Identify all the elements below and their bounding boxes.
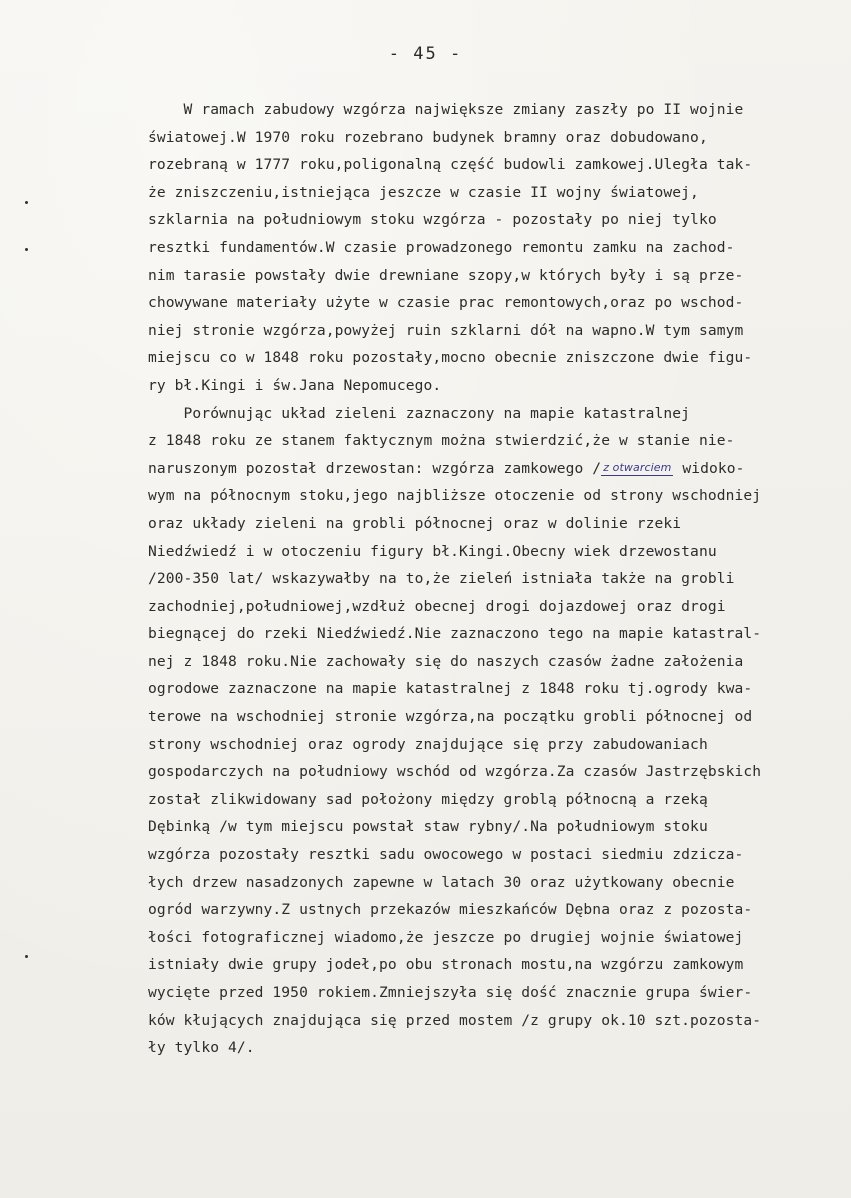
text-line-content-continued: widoko- [673,459,745,477]
text-line-content: strony wschodniej oraz ogrody znajdujące się przy zabudowaniach [148,735,708,753]
text-line [148,841,848,869]
text-line-content: ły tylko 4/. [148,1039,255,1057]
text-line-content: ry bł.Kingi i św.Jana Nepomucego. [148,376,442,394]
text-line [148,565,848,593]
text-line-content: gospodarczych na południowy wschód od wzgórza.Za czasów Jastrzębskich [148,763,762,781]
text-line [148,262,848,290]
text-line-content: Porównując układ zieleni zaznaczony na mapie katastralnej [148,404,691,422]
margin-mark [25,248,28,251]
text-line [148,455,848,483]
text-line-content: resztki fundamentów.W czasie prowadzonego remontu zamku na zachod- [148,238,735,256]
text-line-content: miejscu co w 1848 roku pozostały,mocno obecnie zniszczone dwie figu- [148,349,753,367]
page-number: - 45 - [388,44,463,64]
text-line-content: biegnącej do rzeki Niedźwiedź.Nie zaznaczono tego na mapie katastral- [148,625,762,643]
text-line [148,786,848,814]
text-line [148,344,848,372]
text-line-content: Niedźwiedź i w otoczeniu figury bł.Kingi.Obecny wiek drzewostanu [148,542,717,560]
text-line [148,648,848,676]
text-line [148,234,848,262]
text-line-content: chowywane materiały użyte w czasie prac remontowych,oraz po wschod- [148,294,744,312]
text-line [148,151,848,179]
text-line [148,675,848,703]
text-line-content: nej z 1848 roku.Nie zachowały się do naszych czasów żadne założenia [148,652,744,670]
text-line-content: łości fotograficznej wiadomo,że jeszcze po drugiej wojnie światowej [148,928,744,946]
text-line-content: ogrodowe zaznaczone na mapie katastralnej z 1848 roku tj.ogrody kwa- [148,680,753,698]
text-line-content: że zniszczeniu,istniejąca jeszcze w czasie II wojny światowej, [148,183,699,201]
handwritten-insertion: z otwarciem [603,461,672,475]
text-line-content: niej stronie wzgórza,powyżej ruin szklarni dół na wapno.W tym samym [148,321,744,339]
text-line [148,206,848,234]
text-line [148,96,848,124]
text-line-content: szklarnia na południowym stoku wzgórza - pozostały po niej tylko [148,211,717,229]
text-line-content: Dębinką /w tym miejscu powstał staw rybny/.Na południowym stoku [148,818,708,836]
text-line-content: został zlikwidowany sad położony między groblą północną a rzeką [148,790,708,808]
text-line [148,593,848,621]
text-line-content: zachodniej,południowej,wzdłuż obecnej drogi dojazdowej oraz drogi [148,597,726,615]
text-line [148,731,848,759]
text-line [148,482,848,510]
text-line [148,869,848,897]
text-line-content: wym na północnym stoku,jego najbliższe otoczenie od strony wschodniej [148,487,762,505]
text-line [148,979,848,1007]
text-line [148,620,848,648]
text-line [148,703,848,731]
text-line-content: ogród warzywny.Z ustnych przekazów mieszkańców Dębna oraz z pozosta- [148,901,753,919]
text-line [148,289,848,317]
text-line-content: rozebraną w 1777 roku,poligonalną część budowli zamkowej.Uległa tak- [148,156,753,174]
text-line [148,317,848,345]
text-line-content: naruszonym pozostał drzewostan: wzgórza zamkowego / [148,459,602,477]
text-line-content: W ramach zabudowy wzgórza największe zmiany zaszły po II wojnie [148,101,744,118]
text-line [148,924,848,952]
text-line-content: istniały dwie grupy jodeł,po obu stronach mostu,na wzgórzu zamkowym [148,956,744,974]
text-line-content: wycięte przed 1950 rokiem.Zmniejszyła się dość znacznie grupa świer- [148,984,753,1001]
text-line [148,951,848,979]
text-line [148,1034,848,1062]
text-line-content: oraz układy zieleni na grobli północnej oraz w dolinie rzeki [148,514,682,532]
margin-mark [25,201,28,204]
text-line [148,538,848,566]
text-line [148,813,848,841]
typed-text-body [148,96,848,1062]
text-line-content: terowe na wschodniej stronie wzgórza,na początku grobli północnej od [148,708,753,726]
text-line [148,758,848,786]
text-line [148,896,848,924]
text-line [148,179,848,207]
text-line-content: nim tarasie powstały dwie drewniane szopy,w których były i są prze- [148,266,744,284]
text-line [148,510,848,538]
text-line-content: z 1848 roku ze stanem faktycznym można stwierdzić,że w stanie nie- [148,432,735,450]
text-line-content: łych drzew nasadzonych zapewne w latach 30 oraz użytkowany obecnie [148,873,735,891]
text-line-content: światowej.W 1970 roku rozebrano budynek bramny oraz dobudowano, [148,128,708,146]
text-line-content: wzgórza pozostały resztki sadu owocowego w postaci siedmiu zdzicza- [148,846,744,864]
text-line [148,372,848,400]
text-line-content: ków kłujących znajdująca się przed mostem /z grupy ok.10 szt.pozosta- [148,1011,762,1029]
text-line [148,1007,848,1035]
text-line-content: /200-350 lat/ wskazywałby na to,że zieleń istniała także na grobli [148,570,735,588]
text-line [148,427,848,455]
margin-mark [25,955,28,958]
text-line [148,400,848,428]
text-line [148,124,848,152]
